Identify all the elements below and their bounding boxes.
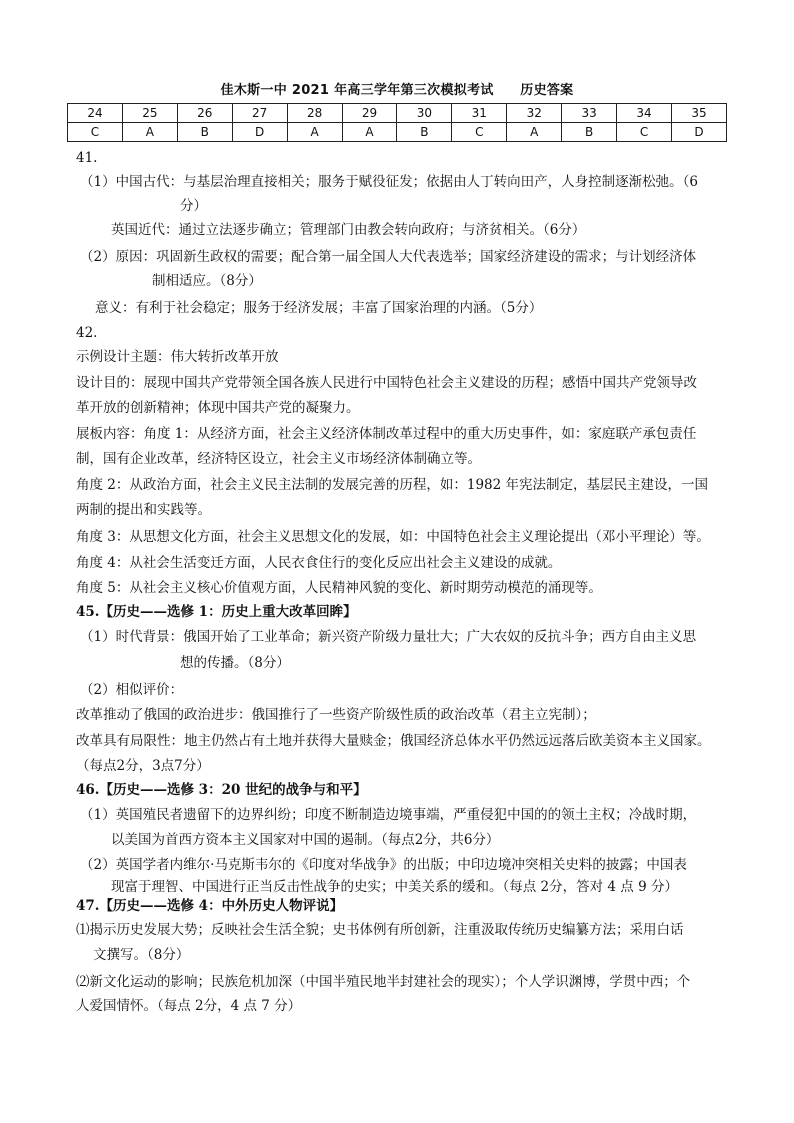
answer-cell: B (562, 123, 617, 142)
question-number: 35 (671, 104, 726, 123)
q46-part2-line2: 现富于理智、中国进行正当反击性战争的史实；中美关系的缓和。（每点 2分，答对 4 点 9 分） (111, 879, 678, 895)
q41-part1-china-line2: 分） (180, 198, 207, 214)
question-42-number: 42. (76, 325, 98, 341)
question-number: 27 (232, 104, 287, 123)
q46-part1-line2: 以美国为首西方资本主义国家对中国的遏制。（每点2分，共6分） (111, 832, 500, 848)
question-number: 32 (507, 104, 562, 123)
q45-part2-heading: （2）相似评价： (80, 682, 184, 698)
q42-angle1-line1: 展板内容：角度 1：从经济方面，社会主义经济体制改革过程中的重大历史事件，如：家庭联产承包责任 (76, 426, 697, 442)
q47-part2-line1: ⑵新文化运动的影响；民族危机加深（中国半殖民地半封建社会的现实）；个人学识渊博，学贯中西；个 (76, 974, 691, 990)
page-title: 佳木斯一中 2021 年高三学年第三次模拟考试 历史答案 (220, 83, 574, 98)
answer-cell: B (397, 123, 452, 142)
q41-part2-reason-line2: 制相适应。（8分） (152, 273, 262, 289)
q41-part1-china-line1: （1）中国古代：与基层治理直接相关；服务于赋役征发；依据由人丁转向田产，人身控制逐渐松弛。（6 (80, 174, 698, 190)
q41-part2-significance: 意义：有利于社会稳定；服务于经济发展；丰富了国家治理的内涵。（5分） (95, 300, 543, 316)
question-number: 28 (287, 104, 342, 123)
q42-purpose-line1: 设计目的：展现中国共产党带领全国各族人民进行中国特色社会主义建设的历程；感悟中国共产党领导改 (76, 375, 697, 391)
answer-cell: A (122, 123, 177, 142)
question-number-row (68, 104, 727, 123)
q42-theme: 示例设计主题：伟大转折改革开放 (76, 349, 279, 365)
q46-part1-line1: （1）英国殖民者遗留下的边界纠纷；印度不断制造边境事端，严重侵犯中国的的领土主权；冷战时期， (80, 807, 697, 823)
question-41-number: 41. (76, 150, 98, 166)
answer-cell: C (452, 123, 507, 142)
q45-part1-line2: 想的传播。（8分） (180, 655, 290, 671)
q47-part1-line1: ⑴揭示历史发展大势；反映社会生活全貌；史书体例有所创新，注重汲取传统历史编纂方法；采用白话 (76, 922, 684, 938)
question-number: 31 (452, 104, 507, 123)
q45-part1-line1: （1）时代背景：俄国开始了工业革命；新兴资产阶级力量壮大；广大农奴的反抗斗争；西方自由主义思 (80, 629, 697, 645)
answer-cell: C (68, 123, 123, 142)
answer-cell: A (507, 123, 562, 142)
q47-heading: 47.【历史——选修 4：中外历史人物评说】 (76, 898, 344, 914)
q46-part2-line1: （2）英国学者内维尔·马克斯韦尔的《印度对华战争》的出版；中印边境冲突相关史料的披露；中国表 (80, 857, 687, 873)
question-number: 24 (68, 104, 123, 123)
q47-part2-line2: 人爱国情怀。（每点 2分，4 点 7 分） (76, 998, 302, 1014)
q42-angle3: 角度 3：从思想文化方面，社会主义思想文化的发展，如：中国特色社会主义理论提出（邓小平理论）等。 (76, 529, 710, 545)
question-number: 34 (617, 104, 672, 123)
answer-cell: A (287, 123, 342, 142)
q41-part1-britain: 英国近代：通过立法逐步确立；管理部门由教会转向政府；与济贫相关。（6分） (111, 222, 586, 238)
q45-scoring: （每点2分，3点7分） (76, 758, 210, 774)
q45-heading: 45.【历史——选修 1：历史上重大改革回眸】 (76, 604, 357, 620)
answer-cell: D (232, 123, 287, 142)
q47-part1-line2: 文撰写。（8分） (93, 947, 190, 963)
answer-cell: C (617, 123, 672, 142)
answer-cell: A (342, 123, 397, 142)
question-number: 26 (177, 104, 232, 123)
q45-part2-progress: 改革推动了俄国的政治进步：俄国推行了一些资产阶级性质的政治改革（君主立宪制）； (76, 707, 596, 723)
q42-angle2-line2: 两制的提出和实践等。 (76, 502, 211, 518)
answer-table (67, 103, 727, 142)
q41-part2-reason-line1: （2）原因：巩固新生政权的需要；配合第一届全国人大代表选举；国家经济建设的需求；与计划经济体 (80, 249, 697, 265)
question-number: 29 (342, 104, 397, 123)
q42-angle2-line1: 角度 2：从政治方面，社会主义民主法制的发展完善的历程，如：1982 年宪法制定，基层民主建设，一国 (76, 477, 709, 493)
answer-row (68, 123, 727, 142)
q42-angle1-line2: 制，国有企业改革，经济特区设立，社会主义市场经济体制确立等。 (76, 451, 481, 467)
q42-angle5: 角度 5：从社会主义核心价值观方面，人民精神风貌的变化、新时期劳动模范的涌现等。 (76, 580, 602, 596)
question-number: 30 (397, 104, 452, 123)
answer-cell: B (177, 123, 232, 142)
q42-angle4: 角度 4：从社会生活变迁方面，人民衣食住行的变化反应出社会主义建设的成就。 (76, 555, 562, 571)
question-number: 25 (122, 104, 177, 123)
q46-heading: 46.【历史——选修 3：20 世纪的战争与和平】 (76, 782, 367, 798)
q42-purpose-line2: 革开放的创新精神；体现中国共产党的凝聚力。 (76, 400, 360, 416)
q45-part2-limitation: 改革具有局限性：地主仍然占有土地并获得大量赎金；俄国经济总体水平仍然远远落后欧美资本主义国家。 (76, 733, 711, 749)
answer-cell: D (671, 123, 726, 142)
question-number: 33 (562, 104, 617, 123)
